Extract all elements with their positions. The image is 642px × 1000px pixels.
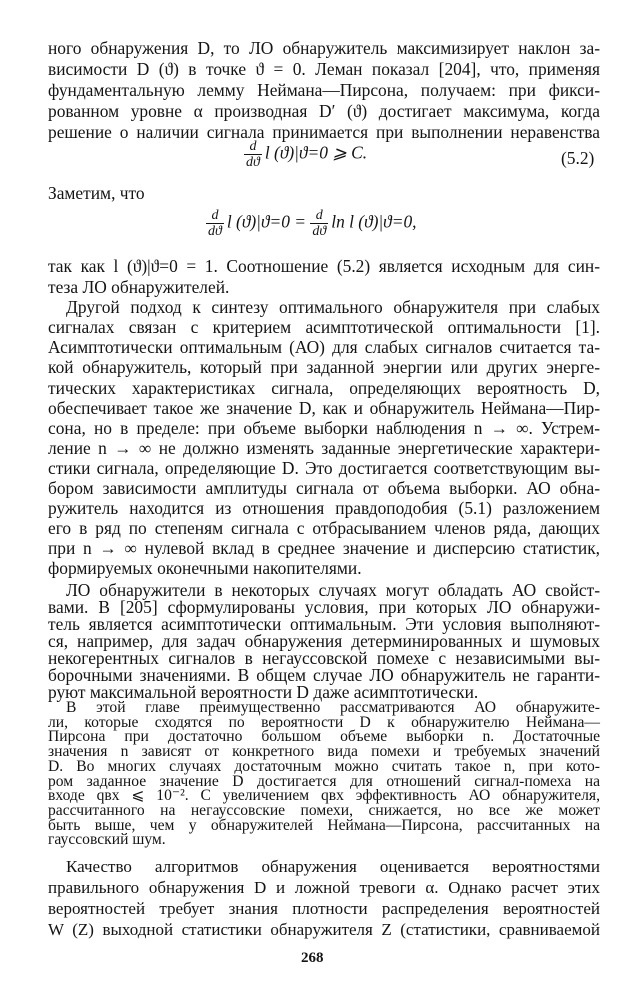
equation-middle: l (ϑ)|ϑ=0 = [226,211,306,232]
text-line: D. Во многих случаях достаточным можно считать такое n, при кото- [48,757,600,775]
text-line: его в ряд по степеням сигнала с отбрасыванием членов ряда, дающих [48,518,600,539]
text-line: так как l (ϑ)|ϑ=0 = 1. Соотношение (5.2) является исходным для син- [48,256,600,276]
text-line: теза ЛО обнаружителей. [48,277,230,297]
page-number: 268 [301,950,324,966]
fraction [206,208,224,239]
text-line: обеспечивает такое же значение D, как и обнаружитель Неймана—Пир- [48,397,600,418]
text-line: сона, но в пределе: при объеме выборки наблюдения n → ∞. Устрем- [48,417,600,438]
text-line: быть выше, чем у обнаружителей Неймана—Пирсона, рассчитанных на [48,816,600,834]
equation-derivative-identity [206,208,417,239]
text-line: ружитель находится из отношения правдоподобия (5.1) разложением [48,498,600,519]
text-line: Асимптотически оптимальным (АО) для слабых сигналов считается та- [48,337,600,358]
equation-5-2 [244,139,367,170]
text-line: гауссовский шум. [48,831,166,849]
equation-tail: ln l (ϑ)|ϑ=0, [331,211,417,232]
text-line: некогерентных сигналов в негауссовской помехе с независимыми вы- [48,648,600,668]
text-line: кой обнаружитель, который при заданной энергии или других энерге- [48,357,600,378]
equation-body: l (ϑ)|ϑ=0 ⩾ C. [264,142,368,163]
text-line: ли, которые сходятся по вероятности D к обнаружителю Неймана— [48,713,600,731]
text-line: ром заданное значение D достигается для отношений сигнал-помеха на [48,772,600,790]
text-line: висимости D (ϑ) в точке ϑ = 0. Леман показал [204], что, применяя [48,59,600,79]
text-line: борочными значениями. В общем случае ЛО обнаружитель не гаранти- [48,665,600,685]
text-line: ного обнаружения D, то ЛО обнаружитель максимизирует наклон за- [48,38,600,58]
text-line: Пирсона при достаточно большом объеме выборки n. Достаточные [48,728,600,746]
text-line: входе qвх ⩽ 10⁻². С увеличением qвх эффективность АО обнаружителя, [48,787,600,805]
text-line: ся, например, для задач обнаружения детерминированных и шумовых [48,631,600,651]
fraction-numerator: d [206,208,224,224]
text-line: решение о наличии сигнала принимается при выполнении неравенства [48,122,600,142]
text-line: рованном уровне α производная D′ (ϑ) достигает максимума, когда [48,101,600,121]
fraction [244,139,262,170]
text-line: бором зависимости амплитуды сигнала от объема выборки. АО обна- [48,478,600,498]
text-line: фундаментальную лемму Неймана—Пирсона, получаем: при фикси- [48,80,600,100]
text-line: тель является асимптотически оптимальным. Эти условия выполняют- [48,614,600,634]
text-line: правильного обнаружения D и ложной тревоги α. Однако расчет этих [48,878,600,897]
text-line: В этой главе преимущественно рассматриваются АО обнаружите- [66,699,600,716]
fraction [310,208,328,239]
text-line: Заметим, что [48,183,145,203]
text-line: при n → ∞ нулевой вклад в среднее значение и дисперсию статистик, [48,538,600,559]
text-line: руют максимальной вероятности D даже асимптотически. [48,682,479,702]
text-line: вероятностей требует знания плотности распределения вероятностей [48,899,600,918]
fraction-numerator: d [244,139,262,155]
fraction-denominator: dϑ [208,224,222,239]
text-line: формируемых оконечными накопителями. [48,558,362,579]
text-line: значения n зависят от конкретного вида помехи и требуемых значений [48,743,600,761]
text-line: ЛО обнаружители в некоторых случаях могут обладать АО свойст- [66,580,600,600]
fraction-denominator: dϑ [246,155,260,170]
fraction-numerator: d [310,208,328,224]
fraction-denominator: dϑ [312,224,327,239]
text-line: W (Z) выходной статистики обнаружителя Z (статистики, сравниваемой [48,920,600,939]
text-line: стики сигнала, определяющие D. Это достигается соответствующим вы- [48,457,600,478]
text-line: тических характеристиках сигнала, определяющих вероятность D, [48,377,600,398]
equation-number: (5.2) [561,148,595,168]
text-line: Качество алгоритмов обнаружения оценивается вероятностями [66,857,600,876]
text-line: вами. В [205] сформулированы условия, при которых ЛО обнаружи- [48,597,600,617]
text-line: сигналах связан с критерием асимптотической оптимальности [1]. [48,317,600,338]
text-line: ление n → ∞ не должно изменять заданные энергетические характери- [48,437,600,458]
text-line: рассчитанного на негауссовские помехи, снижается, но все же может [48,801,600,819]
text-line: Другой подход к синтезу оптимального обнаружителя при слабых [66,297,600,318]
